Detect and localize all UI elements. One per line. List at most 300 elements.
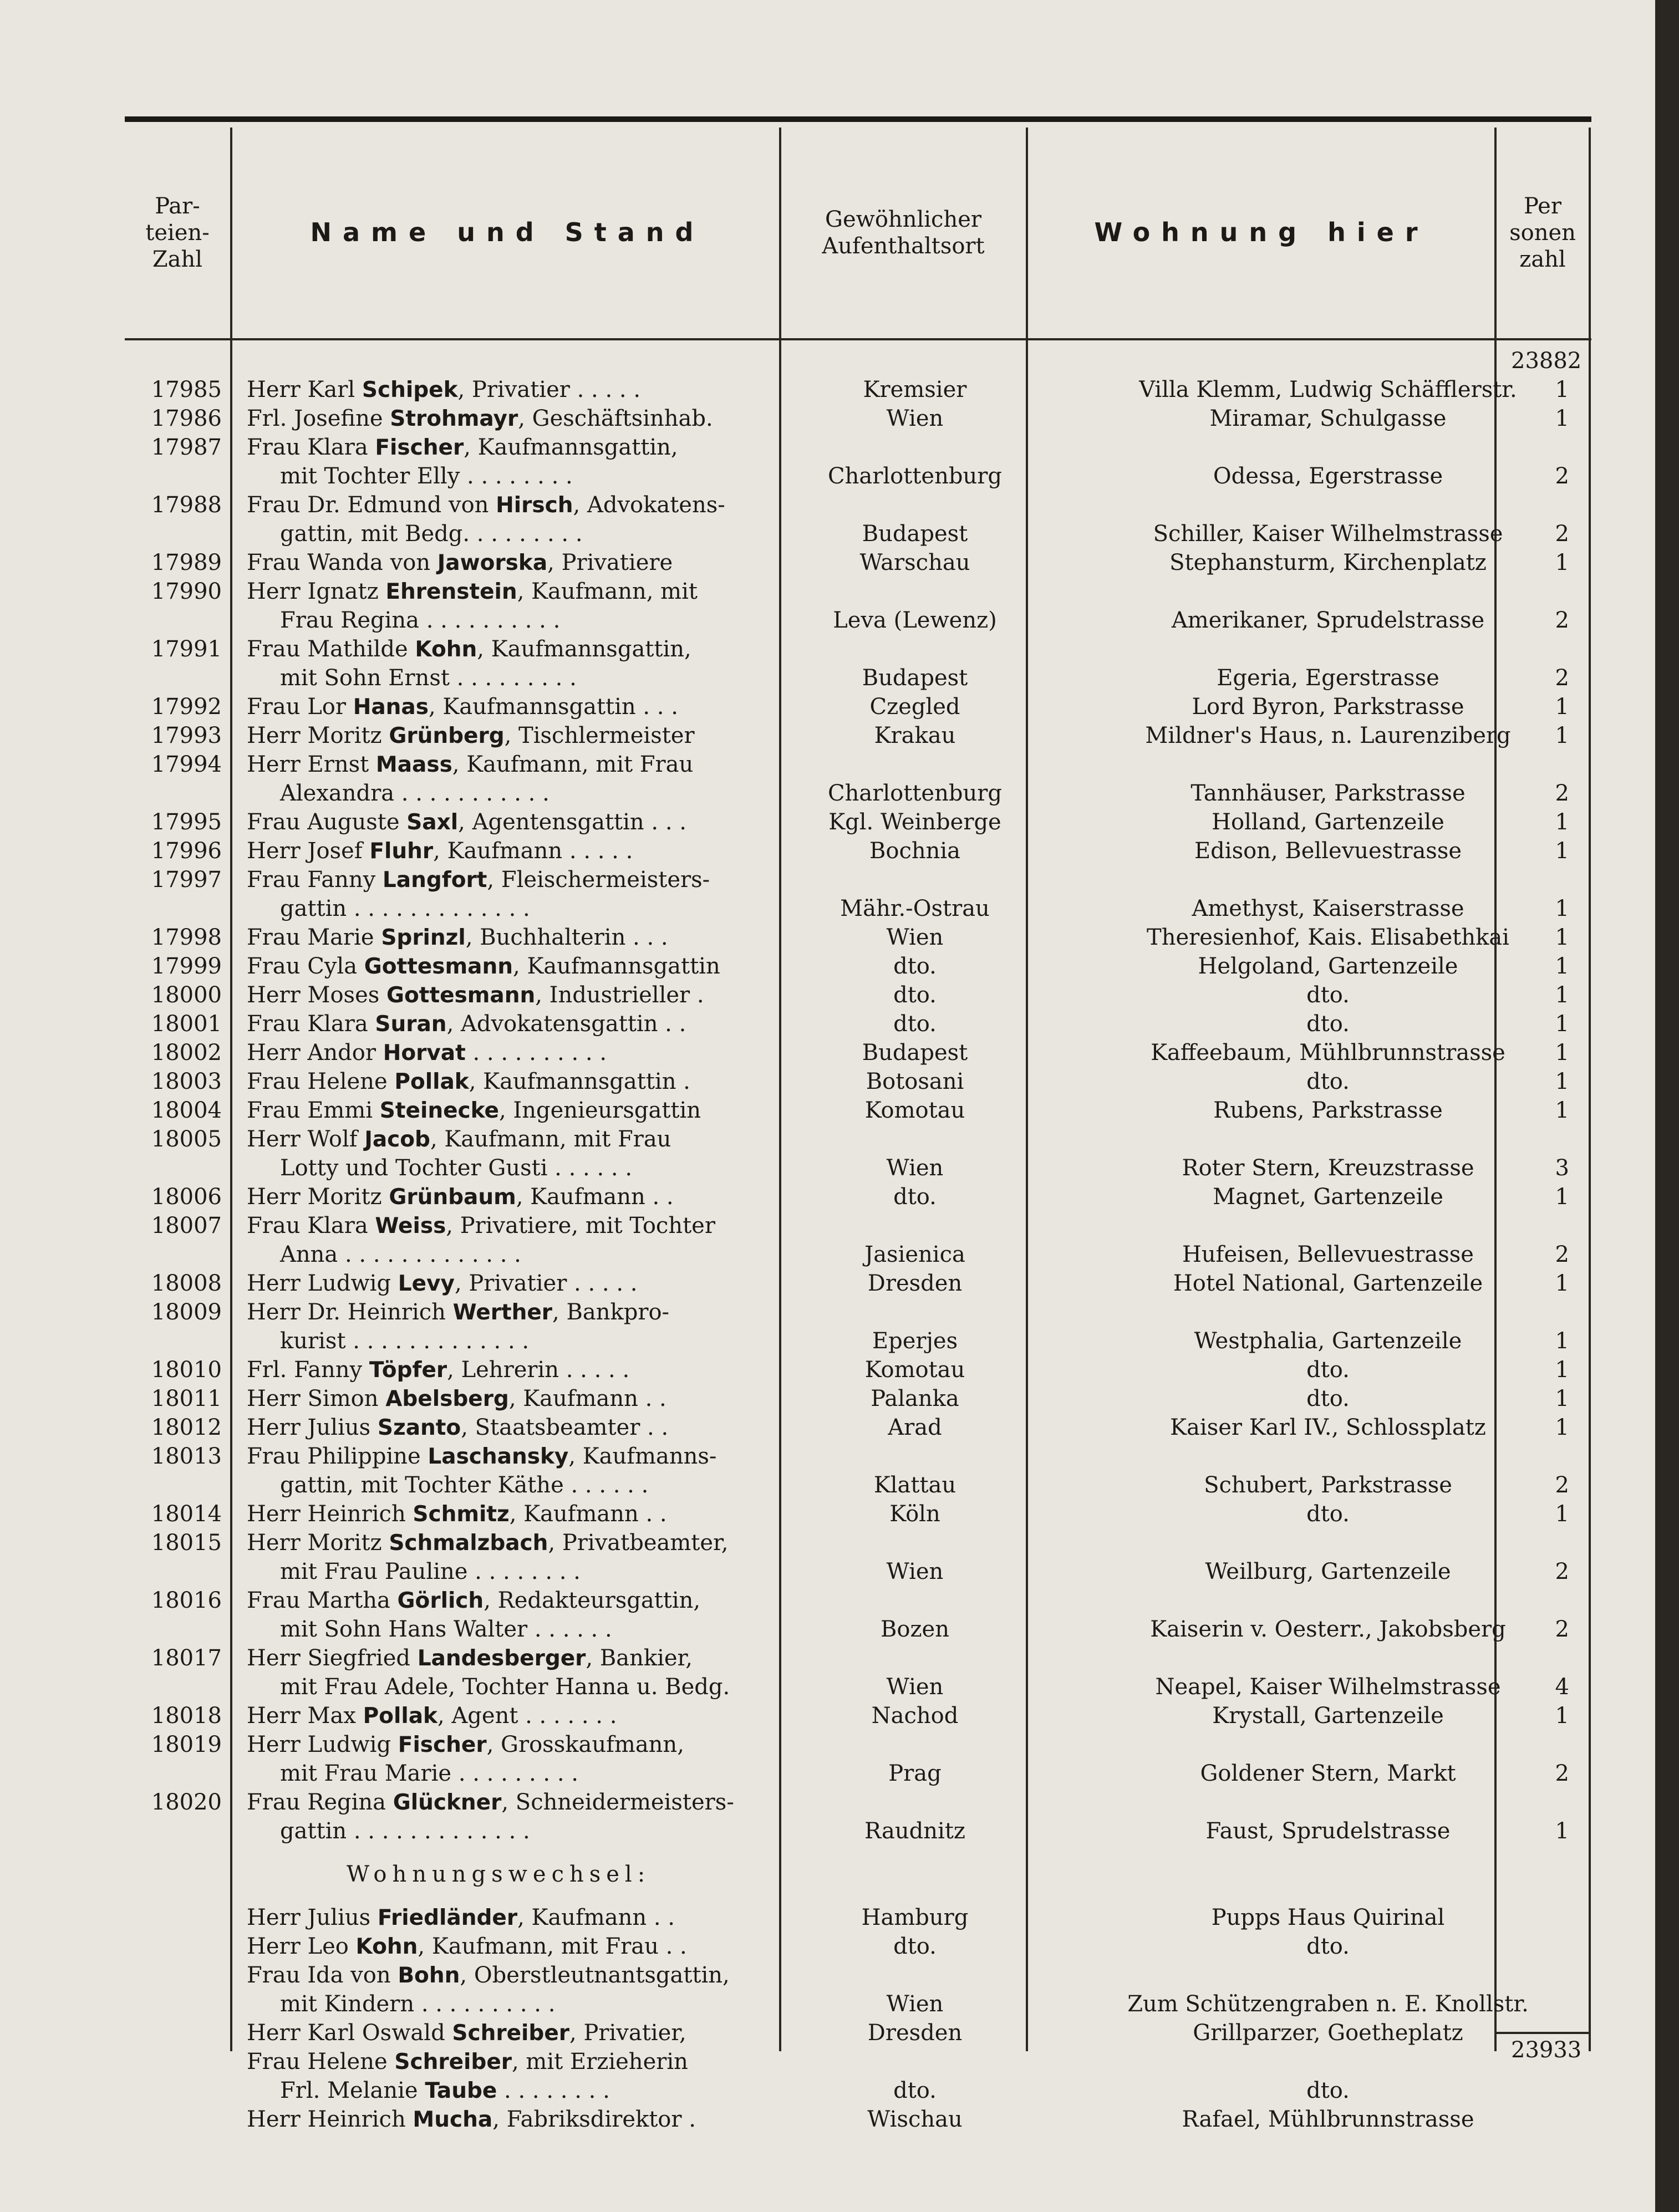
table-row — [125, 375, 1591, 404]
surname: Levy — [398, 1271, 455, 1296]
partei-zahl: 17994 — [151, 752, 222, 777]
name-prefix: Herr Wolf — [247, 1127, 365, 1152]
partei-zahl: 18018 — [151, 1703, 222, 1729]
wohnung: Roter Stern, Kreuzstrasse — [1182, 1155, 1474, 1181]
personenzahl: 1 — [1555, 896, 1569, 921]
aufenthaltsort: Kgl. Weinberge — [828, 809, 1001, 835]
surname: Hanas — [353, 695, 429, 720]
personenzahl: 2 — [1555, 1761, 1569, 1786]
name-suffix: , Advokatens- — [573, 492, 725, 518]
name-und-stand — [247, 375, 884, 405]
aufenthaltsort: Botosani — [866, 1069, 964, 1094]
table-row — [125, 1010, 1591, 1038]
aufenthaltsort: Krakau — [874, 723, 956, 748]
wohnung: Edison, Bellevuestrasse — [1194, 838, 1462, 864]
aufenthaltsort: Wien — [886, 1559, 944, 1584]
name-prefix: Herr Ernst — [247, 752, 376, 777]
table-row — [125, 750, 1591, 779]
name-und-stand — [247, 404, 884, 434]
surname: Horvat — [383, 1041, 466, 1066]
name-prefix: gattin . . . . . . . . . . . . . — [280, 896, 530, 921]
wohnung: Grillparzer, Goetheplatz — [1193, 2020, 1463, 2046]
name-prefix: Frau Klara — [247, 435, 375, 460]
aufenthaltsort: dto. — [893, 1184, 937, 1210]
surname: Strohmayr — [390, 406, 518, 431]
table-row — [125, 433, 1591, 462]
wohnung: Helgoland, Gartenzeile — [1198, 954, 1458, 979]
aufenthaltsort: Wien — [886, 406, 944, 431]
personenzahl: 1 — [1555, 1328, 1569, 1354]
name-prefix: Alexandra . . . . . . . . . . . — [280, 781, 550, 806]
personenzahl: 2 — [1555, 1242, 1569, 1267]
name-prefix: Frl. Josefine — [247, 406, 390, 431]
surname: Pollak — [363, 1704, 437, 1729]
partei-zahl: 18011 — [151, 1386, 222, 1411]
partei-zahl: 18010 — [151, 1357, 222, 1383]
wohnung: dto. — [1306, 1386, 1350, 1411]
surname: Bohn — [398, 1963, 460, 1988]
name-prefix: Herr Dr. Heinrich — [247, 1299, 453, 1325]
aufenthaltsort: Budapest — [862, 665, 968, 691]
wohnung: Kaiserin v. Oesterr., Jakobsberg — [1150, 1617, 1506, 1642]
name-und-stand — [247, 1961, 884, 1990]
name-prefix: Herr Moritz — [247, 1530, 389, 1556]
surname: Kohn — [415, 637, 477, 662]
personenzahl: 2 — [1555, 665, 1569, 691]
table-row — [125, 635, 1591, 664]
wohnung: Schubert, Parkstrasse — [1204, 1472, 1452, 1498]
table-row — [125, 1413, 1591, 1442]
surname: Grünbaum — [389, 1185, 516, 1210]
header-partei-zahl — [125, 133, 230, 333]
personenzahl: 1 — [1555, 1184, 1569, 1210]
name-prefix: mit Sohn Ernst . . . . . . . . . — [280, 665, 577, 691]
wohnung: Westphalia, Gartenzeile — [1194, 1328, 1462, 1354]
name-prefix: Herr Josef — [247, 838, 370, 864]
wohnung: Amethyst, Kaiserstrasse — [1192, 896, 1464, 921]
name-und-stand — [247, 692, 884, 722]
aufenthaltsort: Köln — [889, 1501, 940, 1527]
name-prefix: Herr Ludwig — [247, 1271, 398, 1296]
surname: Steinecke — [379, 1098, 499, 1123]
header-text: zahl — [1519, 247, 1566, 272]
name-und-stand — [247, 1528, 884, 1558]
name-suffix: , Privatier, — [569, 2020, 686, 2046]
table-row — [125, 1759, 1591, 1788]
name-und-stand — [247, 577, 884, 606]
table-row — [125, 981, 1591, 1010]
name-und-stand — [247, 1183, 884, 1212]
carry-over-row — [125, 346, 1591, 375]
wohnung: dto. — [1306, 1357, 1350, 1383]
name-prefix: mit Tochter Elly . . . . . . . . — [280, 463, 573, 489]
name-prefix: Herr Heinrich — [247, 1501, 413, 1527]
table-row — [125, 548, 1591, 577]
header-text: teien- — [145, 220, 210, 246]
table-row — [125, 1528, 1591, 1557]
aufenthaltsort: Wien — [886, 1155, 944, 1181]
partei-zahl: 17987 — [151, 435, 222, 460]
table-row — [125, 894, 1591, 923]
name-suffix: , Kaufmanns- — [568, 1444, 717, 1469]
aufenthaltsort: Dresden — [867, 2020, 963, 2046]
partei-zahl: 17998 — [151, 925, 222, 950]
name-prefix: Herr Julius — [247, 1905, 378, 1930]
wechsel-row — [125, 2105, 1591, 2134]
name-suffix: , Buchhalterin . . . — [465, 925, 668, 950]
partei-zahl: 18017 — [151, 1645, 222, 1671]
name-und-stand — [247, 808, 884, 837]
wohnung: Kaffeebaum, Mühlbrunnstrasse — [1151, 1040, 1505, 1066]
partei-zahl: 18000 — [151, 982, 222, 1008]
table-row — [125, 1154, 1591, 1183]
table-row — [125, 1384, 1591, 1413]
surname: Gottesmann — [364, 954, 513, 979]
total-row — [125, 2036, 1591, 2065]
header-wohnung-hier: Wohnung hier — [1094, 217, 1429, 248]
name-prefix: mit Kindern . . . . . . . . . . — [280, 1991, 556, 2017]
table-row — [125, 837, 1591, 865]
header-text: Par- — [155, 193, 200, 219]
partei-zahl: 17992 — [151, 694, 222, 720]
name-prefix: Frau Klara — [247, 1011, 375, 1037]
name-suffix: , Geschäftsinhab. — [518, 406, 713, 431]
wohnung: Lord Byron, Parkstrasse — [1192, 694, 1464, 720]
name-suffix: , Privatier . . . . . — [454, 1271, 638, 1296]
table-row — [125, 1327, 1591, 1355]
wohnung: Krystall, Gartenzeile — [1212, 1703, 1444, 1729]
name-prefix: Herr Ignatz — [247, 579, 386, 604]
name-suffix: , Kaufmannsgattin . . . — [428, 694, 678, 720]
aufenthaltsort: Mähr.-Ostrau — [840, 896, 990, 921]
surname: Abelsberg — [385, 1387, 509, 1411]
name-prefix: Frau Auguste — [247, 809, 407, 835]
table-row — [125, 808, 1591, 837]
name-prefix: Herr Moses — [247, 982, 386, 1008]
header-text: Aufenthaltsort — [822, 233, 985, 259]
header-text: Per — [1524, 193, 1561, 219]
table-row — [125, 491, 1591, 519]
name-und-stand — [247, 981, 884, 1010]
name-prefix: Frau Regina . . . . . . . . . . — [280, 608, 561, 633]
surname: Schreiber — [394, 2050, 512, 2075]
personenzahl: 1 — [1555, 1040, 1569, 1066]
wohnung: dto. — [1306, 1934, 1350, 1959]
surname: Glückner — [393, 1790, 502, 1815]
aufenthaltsort: Budapest — [862, 521, 968, 547]
partei-zahl: 18012 — [151, 1415, 222, 1440]
name-prefix: Herr Moritz — [247, 1184, 389, 1210]
carry-over-value: 23882 — [1511, 348, 1582, 374]
aufenthaltsort: dto. — [893, 1011, 937, 1037]
partei-zahl: 17985 — [151, 377, 222, 402]
surname: Hirsch — [496, 493, 573, 518]
wohnung: Kaiser Karl IV., Schlossplatz — [1170, 1415, 1486, 1440]
surname: Fluhr — [369, 839, 434, 864]
partei-zahl: 17996 — [151, 838, 222, 864]
aufenthaltsort: Dresden — [867, 1271, 963, 1296]
aufenthaltsort: Leva (Lewenz) — [833, 608, 997, 633]
partei-zahl: 18003 — [151, 1069, 222, 1094]
partei-zahl: 18007 — [151, 1213, 222, 1238]
name-suffix: , Agent . . . . . . . — [437, 1703, 617, 1729]
table-row — [125, 1355, 1591, 1384]
name-prefix: Frl. Melanie — [280, 2078, 425, 2103]
name-suffix: . . . . . . . . — [497, 2078, 610, 2103]
name-prefix: Frau Fanny — [247, 867, 383, 893]
name-suffix: , Privatier . . . . . — [457, 377, 641, 402]
wohnung: Rafael, Mühlbrunnstrasse — [1182, 2107, 1474, 2132]
table-row — [125, 1125, 1591, 1154]
wohnung: dto. — [1306, 1501, 1350, 1527]
personenzahl: 1 — [1555, 1386, 1569, 1411]
aufenthaltsort: Palanka — [871, 1386, 959, 1411]
name-suffix: , Kaufmann . . . . . — [433, 838, 633, 864]
surname: Mucha — [413, 2107, 493, 2132]
personenzahl: 1 — [1555, 406, 1569, 431]
name-und-stand — [247, 2105, 884, 2134]
wohnung: Mildner's Haus, n. Laurenziberg — [1145, 723, 1511, 748]
surname: Jaworska — [437, 551, 548, 575]
partei-zahl: 18015 — [151, 1530, 222, 1556]
name-und-stand — [247, 1701, 884, 1731]
aufenthaltsort: Kremsier — [863, 377, 967, 402]
surname: Laschansky — [428, 1444, 569, 1469]
wechsel-row — [125, 1990, 1591, 2019]
name-suffix: , Tischlermeister — [504, 723, 695, 748]
name-und-stand — [247, 1125, 884, 1154]
table-row — [125, 1298, 1591, 1327]
surname: Ehrenstein — [385, 579, 517, 604]
section-title: Wohnungswechsel: — [347, 1862, 651, 1887]
wohnung: Miramar, Schulgasse — [1209, 406, 1447, 431]
wohnung: Faust, Sprudelstrasse — [1205, 1818, 1451, 1844]
header-name-und-stand: Name und Stand — [310, 217, 705, 248]
aufenthaltsort: Wien — [886, 925, 944, 950]
personenzahl: 1 — [1555, 1357, 1569, 1383]
name-prefix: Frau Ida von — [247, 1963, 398, 1988]
name-prefix: Herr Max — [247, 1703, 363, 1729]
name-prefix: Frau Emmi — [247, 1098, 380, 1123]
aufenthaltsort: Klattau — [873, 1472, 956, 1498]
wohnung: Zum Schützengraben n. E. Knollstr. — [1127, 1991, 1529, 2017]
table-row — [125, 865, 1591, 894]
personenzahl: 4 — [1555, 1674, 1569, 1700]
surname: Saxl — [406, 810, 459, 835]
name-suffix: , Bankier, — [586, 1645, 693, 1671]
partei-zahl: 18009 — [151, 1299, 222, 1325]
name-und-stand — [247, 923, 884, 952]
surname: Pollak — [394, 1069, 469, 1094]
name-prefix: Herr Ludwig — [247, 1732, 398, 1757]
name-suffix: , Industrieller . — [535, 982, 704, 1008]
surname: Werther — [452, 1300, 553, 1325]
surname: Taube — [425, 2078, 497, 2103]
header-rule — [125, 338, 1591, 340]
wohnung: Hufeisen, Bellevuestrasse — [1182, 1242, 1474, 1267]
wohnung: Egeria, Egerstrasse — [1217, 665, 1439, 691]
table-row — [125, 1442, 1591, 1471]
name-und-stand — [247, 1067, 884, 1097]
personenzahl: 1 — [1555, 1415, 1569, 1440]
name-prefix: Herr Moritz — [247, 723, 389, 748]
name-prefix: Herr Leo — [247, 1934, 356, 1959]
surname: Fischer — [398, 1732, 487, 1757]
wohnung: Rubens, Parkstrasse — [1213, 1098, 1443, 1123]
personenzahl: 1 — [1555, 1011, 1569, 1037]
name-suffix: , Privatbeamter, — [548, 1530, 729, 1556]
aufenthaltsort: Jasienica — [864, 1242, 965, 1267]
table-top-rule — [125, 116, 1591, 122]
name-und-stand — [247, 1010, 884, 1039]
name-und-stand — [247, 433, 884, 462]
name-und-stand — [247, 1788, 884, 1817]
wohnung: dto. — [1306, 2078, 1350, 2103]
partei-zahl: 18019 — [151, 1732, 222, 1757]
surname: Töpfer — [369, 1358, 447, 1383]
surname: Weiss — [375, 1214, 446, 1238]
personenzahl: 2 — [1555, 781, 1569, 806]
aufenthaltsort: Warschau — [859, 550, 970, 575]
name-suffix: , Lehrerin . . . . . — [447, 1357, 630, 1383]
name-prefix: Frau Dr. Edmund von — [247, 492, 496, 518]
name-und-stand — [247, 1730, 884, 1760]
table-row — [125, 1817, 1591, 1846]
table-row — [125, 1701, 1591, 1730]
name-suffix: , Kaufmann, mit Frau . . — [418, 1934, 687, 1959]
personenzahl: 2 — [1555, 463, 1569, 489]
name-prefix: Herr Heinrich — [247, 2107, 413, 2132]
table-row — [125, 1211, 1591, 1240]
name-prefix: gattin . . . . . . . . . . . . . — [280, 1818, 530, 1844]
name-prefix: mit Frau Pauline . . . . . . . . — [280, 1559, 581, 1584]
wohnung: Weilburg, Gartenzeile — [1205, 1559, 1451, 1584]
personenzahl: 1 — [1555, 1703, 1569, 1729]
aufenthaltsort: dto. — [893, 1934, 937, 1959]
name-und-stand — [247, 1586, 884, 1615]
personenzahl: 1 — [1555, 1271, 1569, 1296]
name-prefix: Frl. Fanny — [247, 1357, 369, 1383]
table-row — [125, 519, 1591, 548]
table-row — [125, 721, 1591, 750]
table-row — [125, 577, 1591, 606]
name-und-stand — [247, 865, 884, 895]
name-und-stand — [247, 1442, 884, 1471]
surname: Grünberg — [389, 723, 505, 748]
personenzahl: 1 — [1555, 1098, 1569, 1123]
partei-zahl: 17997 — [151, 867, 222, 893]
name-suffix: , Redakteursgattin, — [484, 1588, 701, 1613]
partei-zahl: 18005 — [151, 1127, 222, 1152]
name-suffix: , Agentensgattin . . . — [458, 809, 686, 835]
header-aufenthaltsort — [781, 133, 1025, 333]
surname: Schipek — [362, 378, 458, 402]
surname: Langfort — [382, 868, 487, 893]
aufenthaltsort: Wischau — [867, 2107, 963, 2132]
scan-edge — [1655, 0, 1679, 2212]
name-und-stand — [247, 1211, 884, 1241]
table-row — [125, 1500, 1591, 1528]
aufenthaltsort: Bozen — [881, 1617, 949, 1642]
header-text: sonen — [1509, 220, 1576, 246]
aufenthaltsort: dto. — [893, 982, 937, 1008]
table-row — [125, 1471, 1591, 1500]
table-row — [125, 1240, 1591, 1269]
name-prefix: Frau Philippine — [247, 1444, 428, 1469]
table-row — [125, 1730, 1591, 1759]
name-und-stand — [247, 1096, 884, 1125]
wohnung: Tannhäuser, Parkstrasse — [1190, 781, 1466, 806]
surname: Suran — [375, 1012, 447, 1037]
wohnung: Odessa, Egerstrasse — [1213, 463, 1443, 489]
partei-zahl: 18004 — [151, 1098, 222, 1123]
name-prefix: mit Frau Marie . . . . . . . . . — [280, 1761, 578, 1786]
surname: Schmitz — [413, 1502, 510, 1527]
table-row — [125, 1269, 1591, 1298]
name-prefix: Frau Regina — [247, 1790, 393, 1815]
name-prefix: Anna . . . . . . . . . . . . . — [280, 1242, 521, 1267]
total-rule — [1497, 2032, 1589, 2034]
wechsel-row — [125, 2076, 1591, 2105]
name-und-stand — [247, 1932, 884, 1961]
wechsel-row — [125, 1961, 1591, 1990]
name-suffix: , Kaufmann . . — [508, 1386, 666, 1411]
name-prefix: Frau Helene — [247, 2049, 395, 2075]
name-und-stand — [247, 952, 884, 981]
wohnung: dto. — [1306, 1011, 1350, 1037]
name-und-stand — [247, 635, 884, 664]
table-row — [125, 923, 1591, 952]
aufenthaltsort: dto. — [893, 954, 937, 979]
table-row — [125, 1615, 1591, 1644]
table-row — [125, 462, 1591, 491]
personenzahl: 1 — [1555, 1069, 1569, 1094]
wohnung: Stephansturm, Kirchenplatz — [1169, 550, 1487, 575]
aufenthaltsort: Wien — [886, 1991, 944, 2017]
name-suffix: , Oberstleutnantsgattin, — [460, 1963, 730, 1988]
personenzahl: 2 — [1555, 608, 1569, 633]
aufenthaltsort: Wien — [886, 1674, 944, 1700]
header-text: Gewöhnlicher — [825, 207, 981, 232]
table-row — [125, 1096, 1591, 1125]
name-und-stand — [247, 1269, 884, 1298]
personenzahl: 1 — [1555, 723, 1569, 748]
aufenthaltsort: Prag — [888, 1761, 942, 1786]
wohnung: Theresienhof, Kais. Elisabethkai — [1147, 925, 1509, 950]
section-heading-row — [125, 1846, 1591, 1903]
total-value: 23933 — [1511, 2037, 1582, 2063]
name-und-stand — [247, 750, 884, 779]
table-row — [125, 1586, 1591, 1615]
name-und-stand — [247, 1413, 884, 1443]
table-row — [125, 606, 1591, 635]
name-prefix: Frau Mathilde — [247, 636, 415, 662]
personenzahl: 1 — [1555, 694, 1569, 720]
table-row — [125, 692, 1591, 721]
table-row — [125, 1788, 1591, 1817]
personenzahl: 2 — [1555, 1472, 1569, 1498]
table-row — [125, 664, 1591, 692]
surname: Szanto — [377, 1415, 461, 1440]
name-und-stand — [247, 1903, 884, 1933]
name-suffix: , Kaufmannsgattin, — [464, 435, 678, 460]
name-prefix: mit Frau Adele, Tochter Hanna u. Bedg. — [280, 1674, 730, 1700]
name-suffix: , Advokatensgattin . . — [446, 1011, 686, 1037]
name-suffix: , Fleischermeisters- — [487, 867, 710, 893]
name-suffix: , Ingenieursgattin — [499, 1098, 701, 1123]
partei-zahl: 17993 — [151, 723, 222, 748]
name-prefix: kurist . . . . . . . . . . . . . — [280, 1328, 530, 1354]
